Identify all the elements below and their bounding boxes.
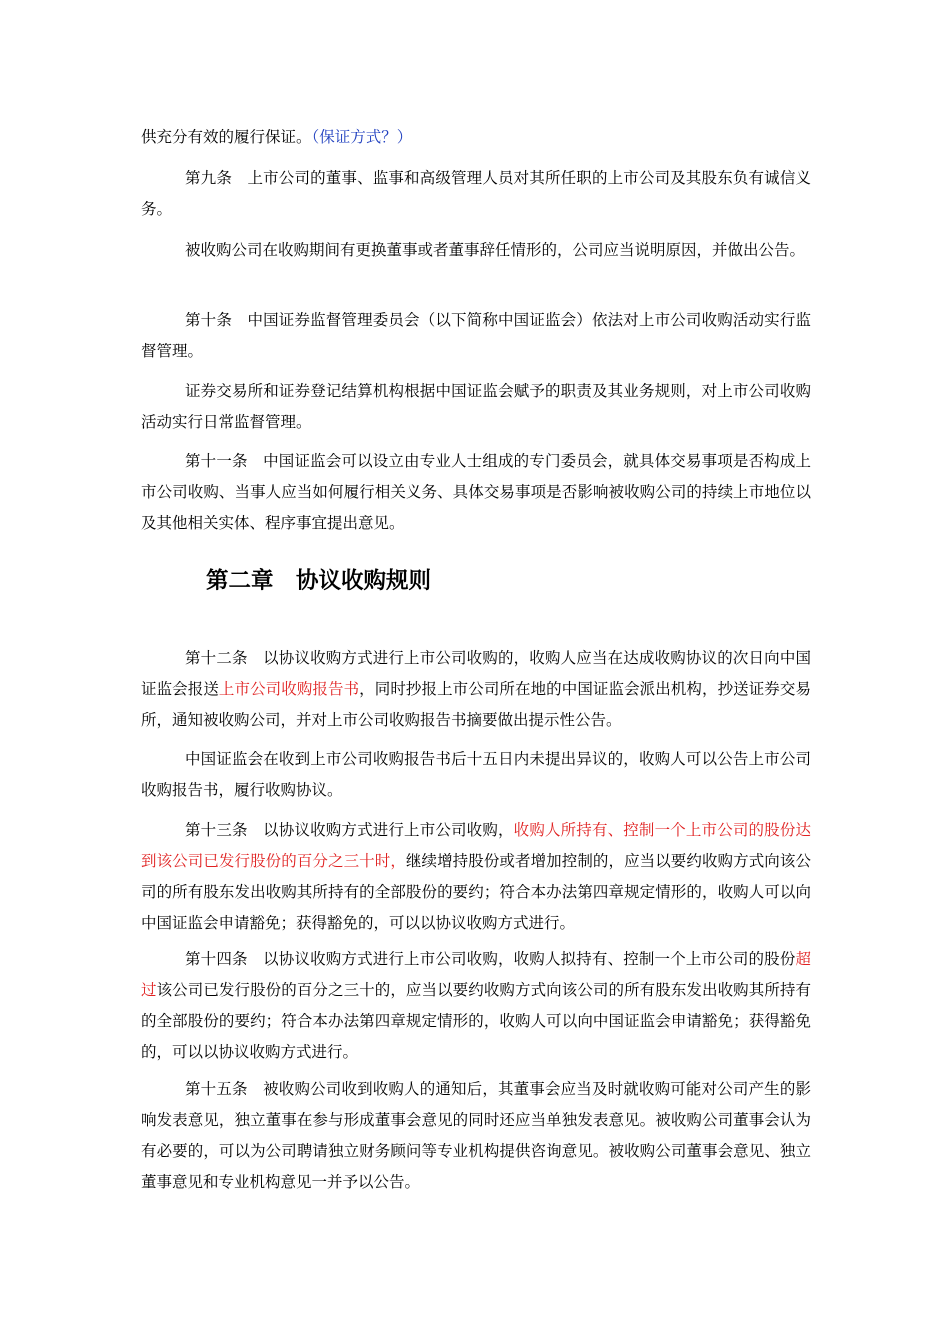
- highlighted-text: 超过: [141, 950, 811, 999]
- article-text-a: 以协议收购方式进行上市公司收购的，收购人应当在达成收购协议的次日向中国证监会报送: [141, 649, 811, 698]
- article-number: 第十二条: [185, 649, 248, 667]
- article-text-b: 该公司已发行股份的百分之三十的，应当以要约收购方式向该公司的所有股东发出收购其所持有的全部股份的要约；符合本办法第四章规定情形的，收购人可以向中国证监会申请豁免；获得豁免的，可以以协议收购方式进行。: [141, 981, 811, 1061]
- paragraph-csrc-review: [141, 744, 811, 806]
- article-text: 上市公司的董事、监事和高级管理人员对其所任职的上市公司及其股东负有诚信义务。: [141, 169, 811, 218]
- paragraph-text: 被收购公司在收购期间有更换董事或者董事辞任情形的，公司应当说明原因，并做出公告。: [185, 241, 806, 259]
- article-text-a: 以协议收购方式进行上市公司收购，收购人拟持有、控制一个上市公司的股份: [263, 950, 796, 968]
- article-number: 第十条: [185, 311, 232, 329]
- chapter-heading: [206, 563, 431, 599]
- article-11: [141, 446, 811, 539]
- article-text: 中国证监会可以设立由专业人士组成的专门委员会，就具体交易事项是否构成上市公司收购、当事人应当如何履行相关义务、具体交易事项是否影响被收购公司的持续上市地位以及其他相关实体、程序事宜提出意见。: [141, 452, 811, 532]
- article-text-b: ，同时抄报上市公司所在地的中国证监会派出机构，抄送证券交易所，通知被收购公司，并对上市公司收购报告书摘要做出提示性公告。: [141, 680, 811, 729]
- chapter-title: 协议收购规则: [296, 568, 432, 594]
- article-14: [141, 944, 811, 1068]
- article-text-b: 继续增持股份或者增加控制的，应当以要约收购方式向该公司的所有股东发出收购其所持有的全部股份的要约；符合本办法第四章规定情形的，收购人可以向中国证监会申请豁免；获得豁免的，可以以协议收购方式进行。: [141, 852, 811, 932]
- article-10: [141, 305, 811, 367]
- article-text: 被收购公司收到收购人的通知后，其董事会应当及时就收购可能对公司产生的影响发表意见，独立董事在参与形成董事会意见的同时还应当单独发表意见。被收购公司董事会认为有必要的，可以为公司聘请独立财务顾问等专业机构提供咨询意见。被收购公司董事会意见、独立董事意见和专业机构意见一并予以公告。: [141, 1080, 811, 1191]
- article-number: 第十三条: [185, 821, 248, 839]
- article-text-a: 以协议收购方式进行上市公司收购，: [263, 821, 514, 839]
- article-number: 第十四条: [185, 950, 248, 968]
- article-number: 第十一条: [185, 452, 248, 470]
- paragraph-exchange-supervision: [141, 376, 811, 438]
- paragraph-text: 供充分有效的履行保证。: [141, 128, 312, 146]
- article-number: 第十五条: [185, 1080, 248, 1098]
- paragraph-continuation: [141, 122, 811, 153]
- paragraph-text: 证券交易所和证券登记结算机构根据中国证监会赋予的职责及其业务规则，对上市公司收购活动实行日常监督管理。: [141, 382, 811, 431]
- article-12: [141, 643, 811, 736]
- article-13: [141, 815, 811, 939]
- highlighted-text: 收购人所持有、控制一个上市公司的股份达到该公司已发行股份的百分之三十时，: [141, 821, 811, 870]
- chapter-number: 第二章: [206, 568, 274, 594]
- article-9: [141, 163, 811, 225]
- highlighted-text: 上市公司收购报告书: [218, 680, 360, 698]
- paragraph-text: 中国证监会在收到上市公司收购报告书后十五日内未提出异议的，收购人可以公告上市公司收购报告书，履行收购协议。: [141, 750, 811, 799]
- article-number: 第九条: [185, 169, 232, 187]
- paragraph-director-change: [141, 235, 811, 266]
- annotation-note: （保证方式？）: [311, 128, 413, 146]
- article-text: 中国证券监督管理委员会（以下简称中国证监会）依法对上市公司收购活动实行监督管理。: [141, 311, 811, 360]
- article-15: [141, 1074, 811, 1198]
